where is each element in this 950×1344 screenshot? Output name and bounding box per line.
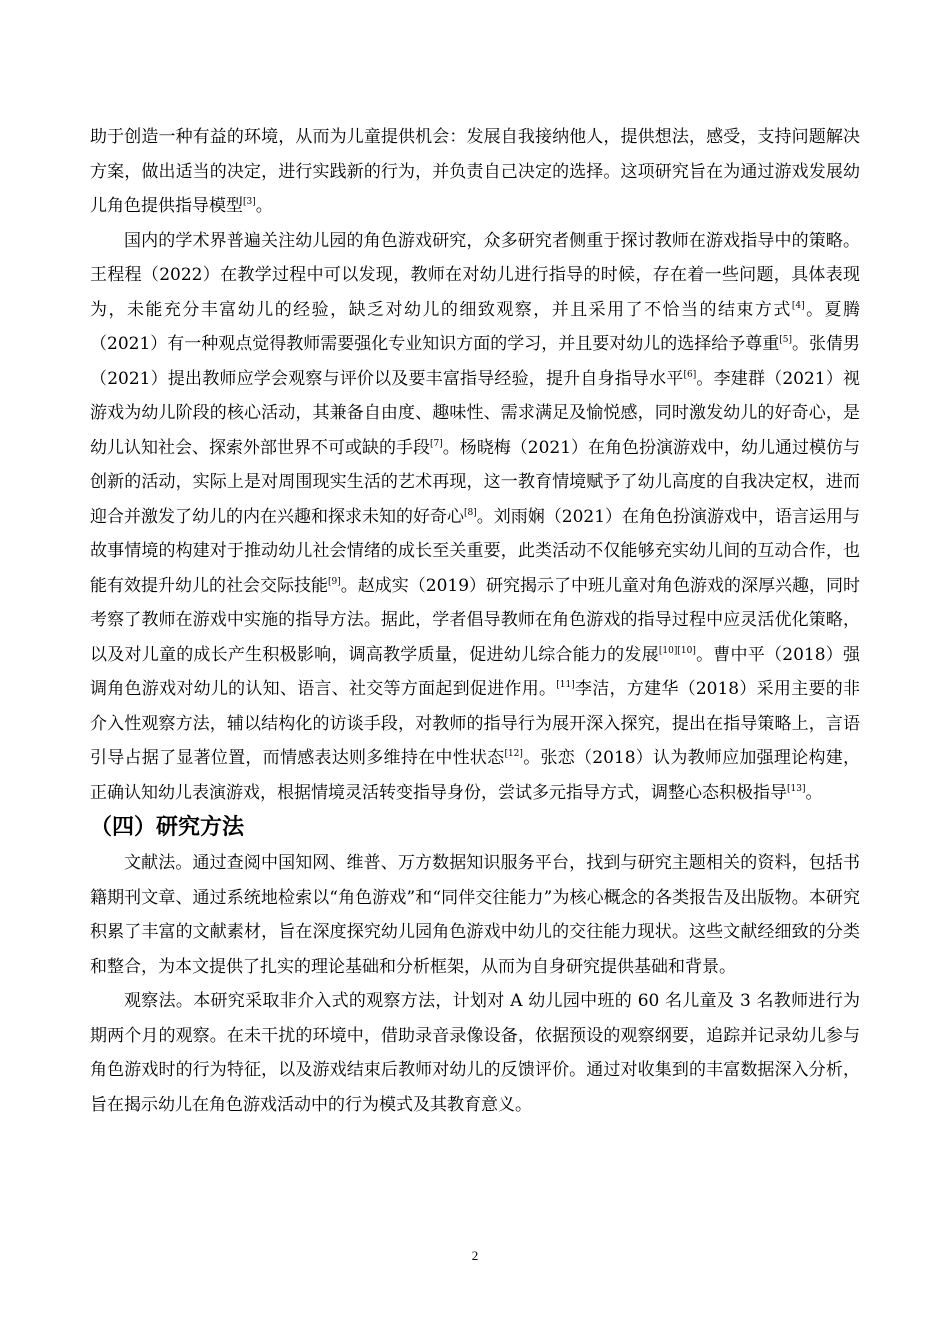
text-run: 国内的学术界普遍关注幼儿园的角色游戏研究，众多研究者侧重于探讨教师在游戏指导中的策略。王程程（2022）在教学过程中可以发现，教师在对幼儿进行指导的时候，存在着一些问题，具体表现为，未能充分丰富幼儿的经验，缺乏对幼儿的细致观察，并且采用了不恰当的结束方式 (90, 230, 860, 320)
citation-ref: [13] (787, 783, 806, 794)
text-run: 。 (255, 196, 273, 216)
citation-ref: [3] (243, 197, 256, 207)
text-run: 文献法。通过查阅中国知网、维普、万方数据知识服务平台，找到与研究主题相关的资料，包括书籍期刊文章、通过系统地检索以“角色游戏”和“同伴交往能力”为核心概念的各类报告及出版物。本研究积累了丰富的文献素材，旨在深度探究幼儿园角色游戏中幼儿的交往能力现状。这些文献经细致的分类和整合，为本文提供了扎实的理论基础和分析框架，从而为自身研究提供基础和背景。 (90, 853, 860, 977)
text-run: 观察法。本研究采取非介入式的观察方法，计划对 A 幼儿园中班的 60 名儿童及 3 名教师进行为期两个月的观察。在未干扰的环境中，借助录音录像设备，依据预设的观察纲要，追踪并记录幼儿参与角色游戏时的行为特征，以及游戏结束后教师对幼儿的反馈评价。通过对收集到的丰富数据深入分析，旨在揭示幼儿在角色游戏活动中的行为模式及其教育意义。 (90, 991, 860, 1115)
citation-ref: [12] (504, 749, 523, 759)
citation-ref: [6] (683, 369, 697, 380)
citation-ref: [8] (464, 507, 477, 518)
text-run: 。夏腾（2021）有一种观点觉得教师需要强化专业知识方面的学习，并且要对幼儿的选择给予尊重 (90, 299, 861, 354)
text-run: 。张恋（2018）认为教师应加强理论构建，正确认知幼儿表演游戏，根据情境灵活转变指导身份，尝试多元指导方式，调整心态积极指导 (90, 748, 861, 803)
document-body (90, 120, 860, 1122)
paragraph-4 (90, 984, 860, 1122)
citation-ref: [11] (556, 680, 575, 690)
text-run: 。张倩男（2021）提出教师应学会观察与评价以及要丰富指导经验，提升自身指导水平 (90, 334, 861, 389)
citation-ref: [5] (779, 335, 793, 345)
paragraph-2 (90, 224, 860, 811)
text-run: 。赵成实（2019）研究揭示了中班儿童对角色游戏的深厚兴趣，同时考察了教师在游戏中实施的指导方法。据此，学者倡导教师在角色游戏的指导过程中应灵活优化策略，以及对儿童的成长产生积极影响，调高教学质量，促进幼儿综合能力的发展 (90, 575, 861, 665)
paragraph-1 (90, 120, 860, 224)
citation-ref: [7] (430, 438, 443, 449)
citation-ref: [10][10] (658, 645, 696, 656)
text-run: 。 (805, 782, 823, 803)
text-run: 。刘雨娴（2021）在角色扮演游戏中，语言运用与故事情境的构建对于推动幼儿社会情绪的成长至关重要，此类活动不仅能够充实幼儿间的互动合作，也能有效提升幼儿的社会交际技能 (90, 506, 861, 596)
text-run: 。曹中平（2018）强调角色游戏对幼儿的认知、语言、社交等方面起到促进作用。 (90, 644, 861, 699)
text-run: 。杨晓梅（2021）在角色扮演游戏中，幼儿通过模仿与创新的活动，实际上是对周围现实生活的艺术再现，这一教育情境赋予了幼儿高度的自我决定权，进而迎合并激发了幼儿的内在兴趣和探求未知的好奇心 (90, 437, 861, 527)
text-run: 李洁，方建华（2018）采用主要的非介入性观察方法，辅以结构化的访谈手段，对教师的指导行为展开深入探究，提出在指导策略上，言语引导占据了显著位置，而情感表达则多维持在中性状态 (90, 679, 860, 768)
paragraph-3 (90, 846, 860, 984)
text-run: 。李建群（2021）视游戏为幼儿阶段的核心活动，其兼备自由度、趣味性、需求满足及愉悦感，同时激发幼儿的好奇心，是幼儿认知社会、探索外部世界不可或缺的手段 (90, 368, 861, 458)
section-heading: （四）研究方法 (90, 815, 245, 840)
citation-ref: [4] (791, 300, 805, 311)
text-run: 助于创造一种有益的环境，从而为儿童提供机会：发展自我接纳他人，提供想法，感受，支持问题解决方案，做出适当的决定，进行实践新的行为，并负责自己决定的选择。这项研究旨在为通过游戏发展幼儿角色提供指导模型 (90, 127, 860, 216)
page-number: 2 (471, 1248, 479, 1263)
citation-ref: [9] (328, 576, 341, 587)
